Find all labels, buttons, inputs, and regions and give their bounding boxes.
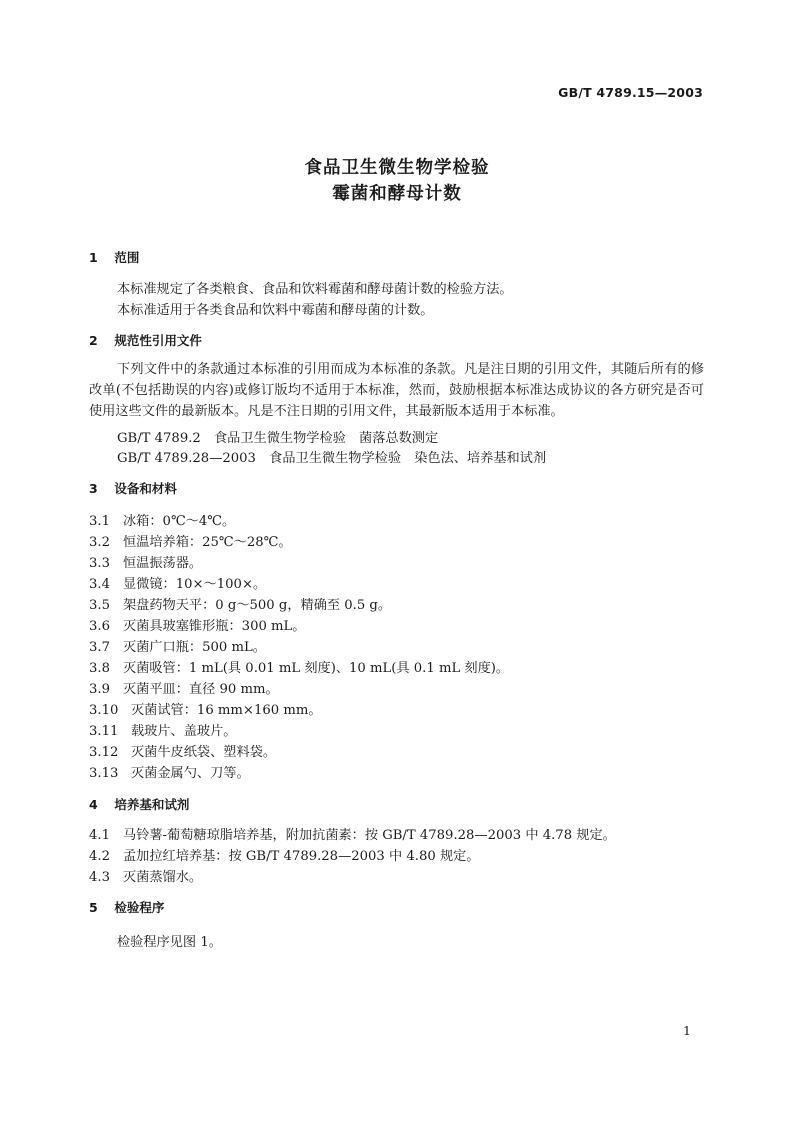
item-text: 架盘药物天平：0 g～500 g，精确至 0.5 g。 <box>123 598 392 613</box>
equipment-item <box>89 720 237 739</box>
item-number: 3.5 <box>89 598 110 613</box>
equipment-item <box>89 636 266 655</box>
item-text: 马铃薯-葡萄糖琼脂培养基，附加抗菌素：按 GB/T 4789.28—2003 中 4.78 规定。 <box>123 828 616 843</box>
reference-item: GB/T 4789.28—2003 食品卫生微生物学检验 染色法、培养基和试剂 <box>117 451 547 466</box>
media-item <box>89 824 616 843</box>
item-number: 3.13 <box>89 766 119 781</box>
page-number: 1 <box>683 1023 691 1038</box>
section-title: 设备和材料 <box>114 481 177 496</box>
equipment-item <box>89 615 306 634</box>
document-subtitle: 霉菌和酵母计数 <box>332 184 462 204</box>
item-text: 灭菌牛皮纸袋、塑料袋。 <box>131 745 277 760</box>
item-number: 4.1 <box>89 828 110 843</box>
equipment-item <box>89 531 292 550</box>
reference-item: GB/T 4789.2 食品卫生微生物学检验 菌落总数测定 <box>117 431 439 446</box>
section-number: 2 <box>89 333 98 348</box>
equipment-item <box>89 678 279 697</box>
section-title: 检验程序 <box>114 900 165 915</box>
item-number: 3.2 <box>89 535 110 550</box>
item-number: 3.8 <box>89 661 110 676</box>
item-number: 3.3 <box>89 556 110 571</box>
equipment-item <box>89 762 250 781</box>
item-number: 3.12 <box>89 745 119 760</box>
media-item <box>89 845 480 864</box>
section-title: 培养基和试剂 <box>114 797 190 812</box>
equipment-item <box>89 594 391 613</box>
item-text: 灭菌具玻塞锥形瓶：300 mL。 <box>123 619 306 634</box>
item-text: 灭菌广口瓶：500 mL。 <box>123 640 266 655</box>
item-text: 灭菌吸管：1 mL(具 0.01 mL 刻度)、10 mL(具 0.1 mL 刻度)。 <box>123 661 510 676</box>
section-number: 5 <box>89 900 98 915</box>
section-number: 3 <box>89 481 98 496</box>
item-text: 灭菌金属勺、刀等。 <box>131 766 250 781</box>
item-number: 4.3 <box>89 870 110 885</box>
item-text: 孟加拉红培养基：按 GB/T 4789.28—2003 中 4.80 规定。 <box>123 849 480 864</box>
item-text: 载玻片、盖玻片。 <box>131 724 237 739</box>
scope-line: 本标准规定了各类粮食、食品和饮料霉菌和酵母菌计数的检验方法。 <box>117 282 513 297</box>
item-number: 3.6 <box>89 619 110 634</box>
media-item <box>89 866 202 885</box>
equipment-item <box>89 741 276 760</box>
equipment-item <box>89 657 509 676</box>
item-number: 3.9 <box>89 682 110 697</box>
scope-line: 本标准适用于各类食品和饮料中霉菌和酵母菌的计数。 <box>117 303 434 318</box>
section-title: 范围 <box>114 250 140 265</box>
item-number: 3.11 <box>89 724 119 739</box>
item-number: 3.4 <box>89 577 110 592</box>
item-text: 灭菌平皿：直径 90 mm。 <box>123 682 279 697</box>
item-text: 冰箱：0℃～4℃。 <box>123 514 236 529</box>
section-heading-equipment <box>89 479 177 497</box>
document-title: 食品卫生微生物学检验 <box>304 158 490 178</box>
procedure-line: 检验程序见图 1。 <box>117 935 222 950</box>
item-number: 4.2 <box>89 849 110 864</box>
references-paragraph: 下列文件中的条款通过本标准的引用而成为本标准的条款。凡是注日期的引用文件，其随后所有的修改单(不包括勘误的内容)或修订版均不适用于本标准，然而，鼓励根据本标准达成协议的各方研究是否可使用这些文件的最新版本。凡是不注日期的引用文件，其最新版本适用于本标准。 <box>89 362 704 419</box>
section-number: 1 <box>89 250 98 265</box>
item-text: 显微镜：10×～100×。 <box>123 577 267 592</box>
item-text: 灭菌蒸馏水。 <box>123 870 203 885</box>
section-heading-scope <box>89 248 139 266</box>
item-number: 3.7 <box>89 640 110 655</box>
standard-code: GB/T 4789.15—2003 <box>558 85 703 100</box>
equipment-item <box>89 510 235 529</box>
section-heading-references <box>89 331 202 349</box>
section-heading-media <box>89 795 189 813</box>
item-text: 恒温培养箱：25℃～28℃。 <box>123 535 292 550</box>
section-number: 4 <box>89 797 98 812</box>
equipment-item <box>89 699 322 718</box>
item-number: 3.10 <box>89 703 119 718</box>
equipment-item <box>89 573 266 592</box>
item-number: 3.1 <box>89 514 110 529</box>
section-title: 规范性引用文件 <box>114 333 202 348</box>
item-text: 灭菌试管：16 mm×160 mm。 <box>131 703 322 718</box>
section-heading-procedure <box>89 898 164 916</box>
equipment-item <box>89 552 202 571</box>
item-text: 恒温振荡器。 <box>123 556 203 571</box>
